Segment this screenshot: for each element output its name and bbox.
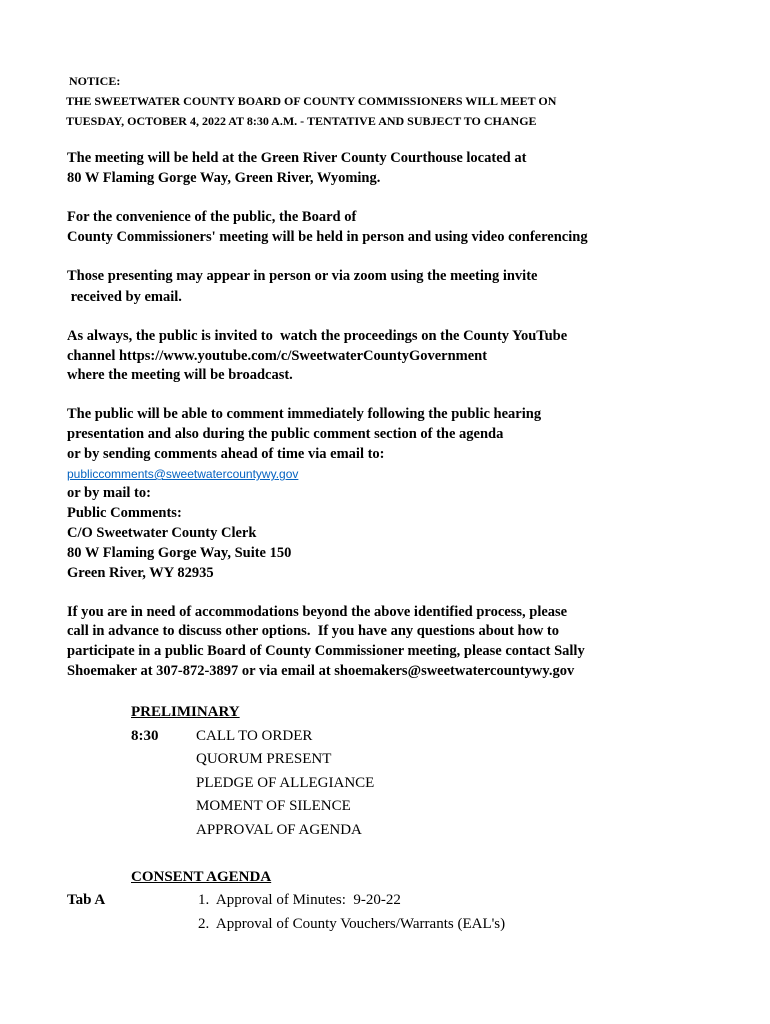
preliminary-heading: PRELIMINARY	[131, 704, 240, 720]
accommodations-line-4: Shoemaker at 307-872-3897 or via email at shoemakers@sweetwatercountywy.gov	[67, 663, 575, 679]
accommodations-line-2: call in advance to discuss other options. If you have any questions about how to	[67, 623, 560, 639]
agenda-item-pledge: PLEDGE OF ALLEGIANCE	[196, 775, 375, 791]
mail-address-line-1: Public Comments:	[67, 505, 182, 521]
comments-line-2: presentation and also during the public comment section of the agenda	[67, 426, 504, 442]
comments-email-link[interactable]: publiccomments@sweetwatercountywy.gov	[67, 467, 299, 481]
preliminary-time: 8:30	[131, 728, 159, 744]
mail-address-line-4: Green River, WY 82935	[67, 565, 214, 581]
notice-label: NOTICE:	[69, 74, 121, 88]
consent-tab-label: Tab A	[67, 892, 106, 908]
agenda-item-quorum: QUORUM PRESENT	[196, 751, 332, 767]
consent-item-vouchers: 2. Approval of County Vouchers/Warrants (EAL's)	[198, 916, 506, 932]
youtube-line-1: As always, the public is invited to watch the proceedings on the County YouTube	[67, 328, 568, 344]
comments-line-3: or by sending comments ahead of time via email to:	[67, 446, 385, 462]
location-line-2: 80 W Flaming Gorge Way, Green River, Wyoming.	[67, 170, 381, 186]
youtube-line-2: channel https://www.youtube.com/c/SweetwaterCountyGovernment	[67, 348, 488, 364]
notice-line-1: THE SWEETWATER COUNTY BOARD OF COUNTY COMMISSIONERS WILL MEET ON	[66, 94, 557, 108]
consent-agenda-heading: CONSENT AGENDA	[131, 869, 272, 885]
convenience-line-1: For the convenience of the public, the Board of	[67, 209, 357, 225]
consent-item-minutes: 1. Approval of Minutes: 9-20-22	[198, 892, 401, 908]
youtube-line-3: where the meeting will be broadcast.	[67, 367, 293, 383]
agenda-item-call-to-order: CALL TO ORDER	[196, 728, 313, 744]
agenda-item-moment-of-silence: MOMENT OF SILENCE	[196, 798, 351, 814]
convenience-line-2: County Commissioners' meeting will be held in person and using video conferencing	[67, 229, 588, 245]
location-line-1: The meeting will be held at the Green River County Courthouse located at	[67, 150, 527, 166]
accommodations-line-1: If you are in need of accommodations beyond the above identified process, please	[67, 604, 568, 620]
notice-line-2: TUESDAY, OCTOBER 4, 2022 AT 8:30 A.M. - TENTATIVE AND SUBJECT TO CHANGE	[66, 114, 537, 128]
mail-intro: or by mail to:	[67, 485, 151, 501]
presenting-line-1: Those presenting may appear in person or via zoom using the meeting invite	[67, 268, 538, 284]
accommodations-line-3: participate in a public Board of County Commissioner meeting, please contact Sally	[67, 643, 585, 659]
comments-line-1: The public will be able to comment immediately following the public hearing	[67, 406, 542, 422]
mail-address-line-3: 80 W Flaming Gorge Way, Suite 150	[67, 545, 292, 561]
presenting-line-2: received by email.	[67, 289, 182, 305]
agenda-item-approval-of-agenda: APPROVAL OF AGENDA	[196, 822, 362, 838]
mail-address-line-2: C/O Sweetwater County Clerk	[67, 525, 257, 541]
